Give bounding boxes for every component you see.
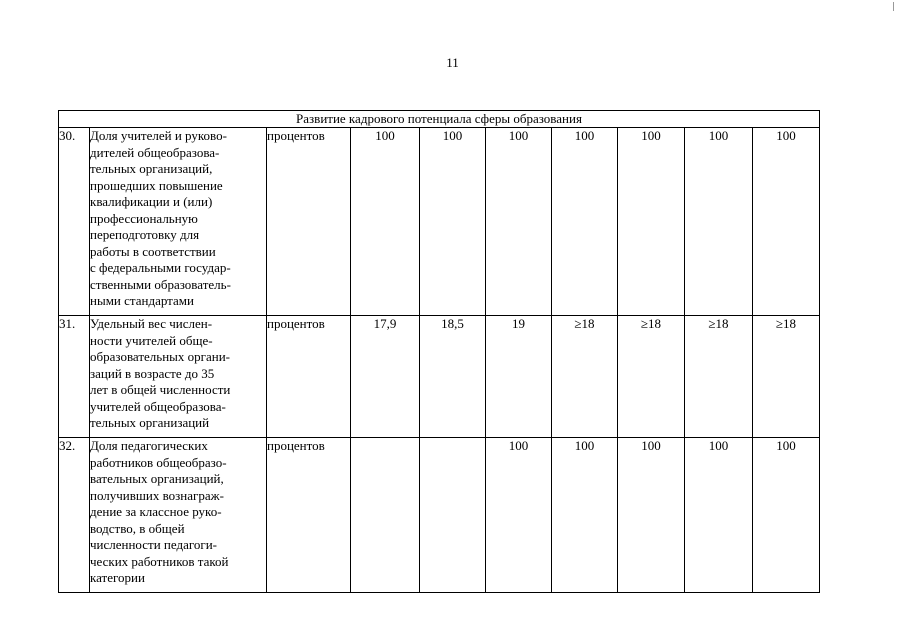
value-cell: 100 [618, 128, 685, 316]
row-number: 31. [59, 316, 90, 438]
indicator-description: Доля учителей и руково- дителей общеобразова- тельных организаций, прошедших повышение квалификации и (или) профессиональную переподготовку для работы в соответствии с федеральными государ- ственными образователь- ными стандартами [90, 128, 267, 316]
value-cell [351, 438, 420, 593]
table-row [59, 128, 820, 316]
unit-cell: процентов [267, 128, 351, 316]
value-cell: ≥18 [753, 316, 820, 438]
section-title: Развитие кадрового потенциала сферы образования [59, 111, 820, 128]
value-cell: ≥18 [685, 316, 753, 438]
indicator-description: Удельный вес числен- ности учителей обще- образовательных органи- заций в возрасте до 35 лет в общей численности учителей общеобразова- тельных организаций [90, 316, 267, 438]
value-cell: 100 [351, 128, 420, 316]
indicators-table [58, 110, 820, 593]
value-cell: 17,9 [351, 316, 420, 438]
value-cell: 100 [420, 128, 486, 316]
value-cell: 100 [618, 438, 685, 593]
value-cell: 100 [685, 128, 753, 316]
value-cell: 100 [552, 128, 618, 316]
value-cell: 100 [753, 438, 820, 593]
value-cell: 100 [753, 128, 820, 316]
indicator-description: Доля педагогических работников общеобразо- вательных организаций, получивших вознаграж- дение за классное руко- водство, в общей численности педагоги- ческих работников такой категории [90, 438, 267, 593]
margin-mark [893, 2, 894, 11]
value-cell: ≥18 [618, 316, 685, 438]
unit-cell: процентов [267, 316, 351, 438]
value-cell: ≥18 [552, 316, 618, 438]
value-cell: 100 [552, 438, 618, 593]
value-cell: 100 [486, 128, 552, 316]
value-cell: 18,5 [420, 316, 486, 438]
page-number: 11 [446, 55, 459, 70]
row-number: 30. [59, 128, 90, 316]
table-row [59, 316, 820, 438]
value-cell: 100 [685, 438, 753, 593]
value-cell [420, 438, 486, 593]
section-header-row [59, 111, 820, 128]
value-cell: 19 [486, 316, 552, 438]
unit-cell: процентов [267, 438, 351, 593]
value-cell: 100 [486, 438, 552, 593]
row-number: 32. [59, 438, 90, 593]
table-row [59, 438, 820, 593]
